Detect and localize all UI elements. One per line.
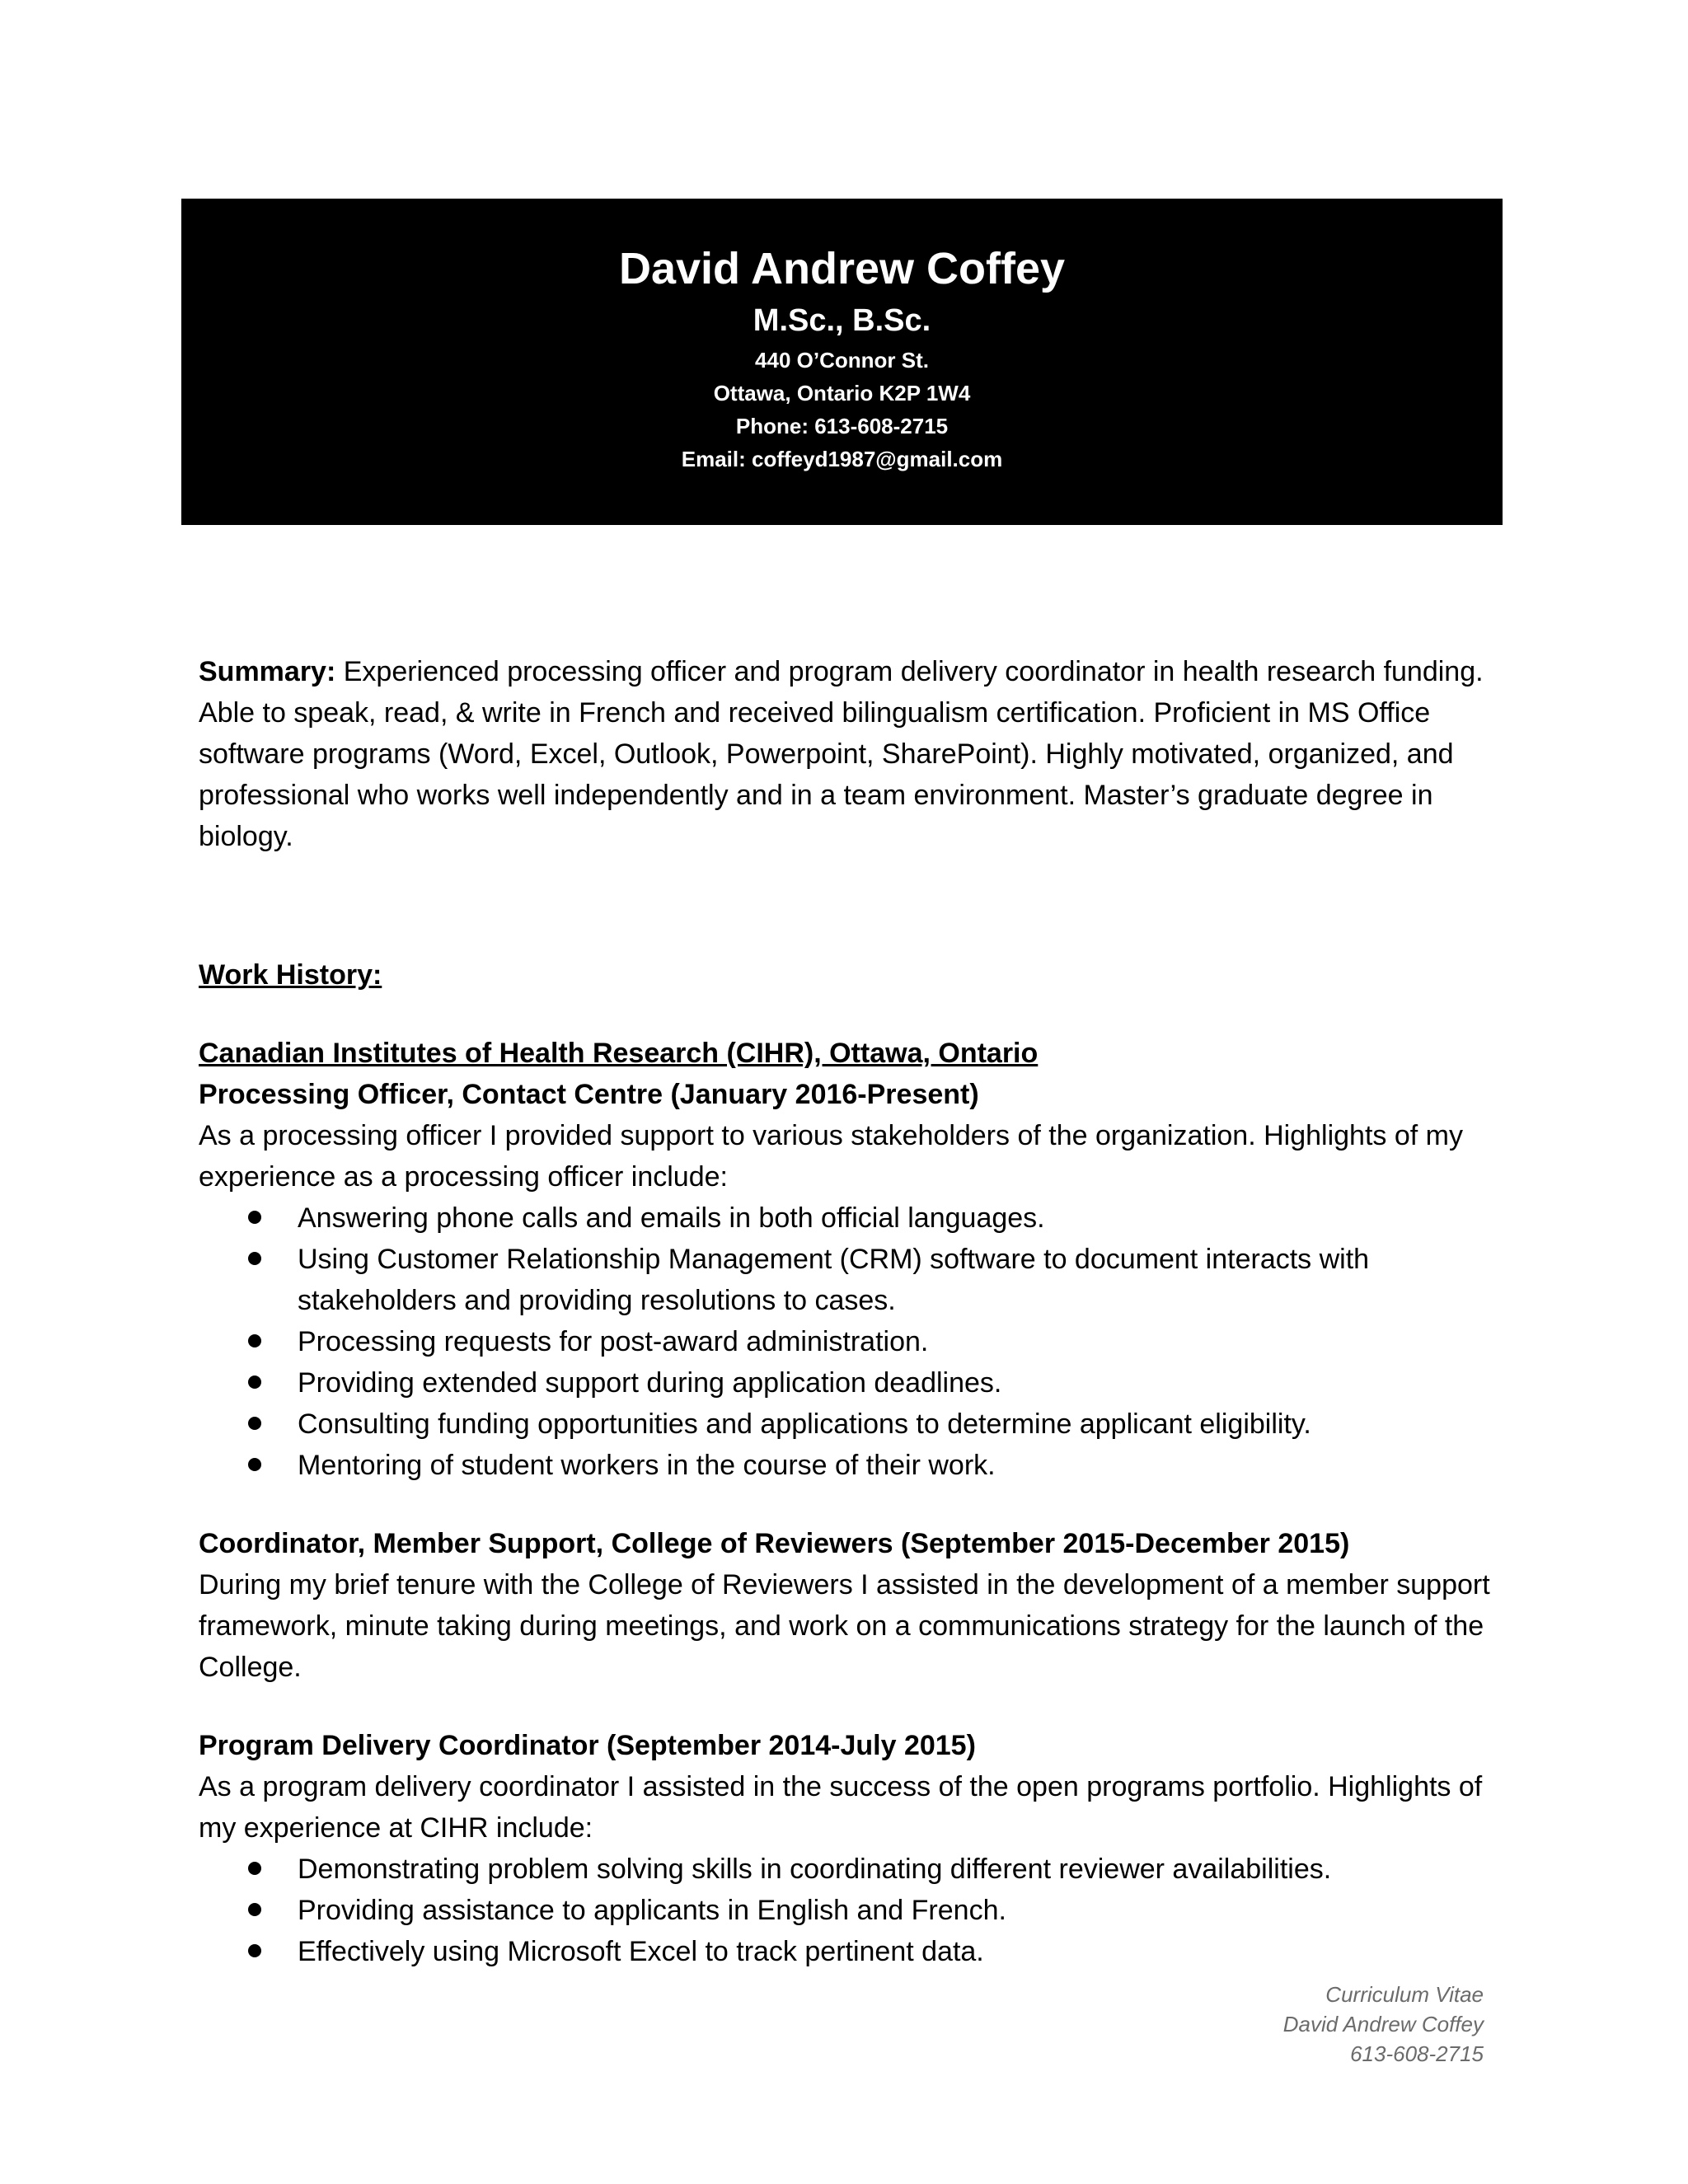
work-history-heading: Work History: [199, 959, 382, 991]
bullet-icon [248, 1862, 261, 1875]
job-description: During my brief tenure with the College of Reviewers I assisted in the development of a member support framework, minute taking during meetings, and work on a communications strategy for the launch of the College. [199, 1569, 1490, 1683]
list-item-text: Providing assistance to applicants in English and French. [298, 1895, 1006, 1926]
job-title: Processing Officer, Contact Centre (January 2016-Present) [199, 1079, 979, 1110]
resume-header [181, 199, 1503, 525]
bullet-icon [248, 1458, 261, 1471]
bullet-icon [248, 1903, 261, 1916]
employer-name: Canadian Institutes of Health Research (CIHR), Ottawa, Ontario [199, 1038, 1039, 1069]
list-item [199, 1197, 1517, 1239]
summary-paragraph [199, 651, 1517, 857]
job-entry [199, 1033, 1517, 1486]
summary-label: Summary: [199, 656, 336, 687]
job-entry [199, 1523, 1517, 1688]
bullet-icon [248, 1376, 261, 1389]
bullet-icon [248, 1944, 261, 1957]
footer-document-type: Curriculum Vitae [1325, 1982, 1484, 2007]
list-item [199, 1849, 1517, 1890]
bullet-icon [248, 1334, 261, 1347]
list-item-text: Mentoring of student workers in the course of their work. [298, 1450, 996, 1481]
list-item-text: Answering phone calls and emails in both official languages. [298, 1202, 1045, 1234]
list-item-text: Using Customer Relationship Management (CRM) software to document interacts with stakeholders and providing resolutions to cases. [298, 1244, 1370, 1316]
phone-line: Phone: 613-608-2715 [735, 414, 949, 438]
page-footer [1283, 1980, 1484, 2069]
address-line-2: Ottawa, Ontario K2P 1W4 [713, 381, 971, 405]
list-item-text: Effectively using Microsoft Excel to track pertinent data. [298, 1936, 984, 1967]
list-item [199, 1890, 1517, 1931]
summary-text: Experienced processing officer and program delivery coordinator in health research funding. Able to speak, read, & write in French and received bilingualism certification. Proficient in MS Office software programs (Word, Excel, Outlook, Powerpoint, SharePoint). Highly motivated, organized, and professional who works well independently and in a team environment. Master’s graduate degree in biology. [199, 656, 1484, 852]
bullet-icon [248, 1211, 261, 1224]
footer-name: David Andrew Coffey [1282, 2012, 1484, 2036]
resume-body [199, 651, 1517, 1972]
list-item-text: Providing extended support during application deadlines. [298, 1367, 1002, 1399]
list-item [199, 1239, 1517, 1321]
list-item [199, 1404, 1517, 1445]
footer-phone: 613-608-2715 [1350, 2041, 1484, 2066]
list-item-text: Demonstrating problem solving skills in coordinating different reviewer availabilities. [298, 1854, 1332, 1885]
list-item [199, 1931, 1517, 1972]
job-entry [199, 1725, 1517, 1972]
list-item [199, 1321, 1517, 1362]
job-highlights [199, 1197, 1517, 1486]
job-title: Coordinator, Member Support, College of Reviewers (September 2015-December 2015) [199, 1528, 1350, 1559]
candidate-degrees: M.Sc., B.Sc. [753, 303, 931, 338]
job-highlights [199, 1849, 1517, 1972]
email-line: Email: coffeyd1987@gmail.com [681, 447, 1003, 471]
job-title: Program Delivery Coordinator (September 2014-July 2015) [199, 1730, 976, 1761]
job-description: As a processing officer I provided support to various stakeholders of the organization. Highlights of my experience as a processing officer include: [199, 1120, 1463, 1193]
list-item [199, 1445, 1517, 1486]
list-item [199, 1362, 1517, 1404]
bullet-icon [248, 1417, 261, 1430]
list-item-text: Processing requests for post-award administration. [298, 1326, 929, 1357]
job-description: As a program delivery coordinator I assisted in the success of the open programs portfolio. Highlights of my experience at CIHR include: [199, 1771, 1483, 1844]
candidate-name: David Andrew Coffey [618, 244, 1066, 293]
bullet-icon [248, 1252, 261, 1265]
list-item-text: Consulting funding opportunities and applications to determine applicant eligibility. [298, 1408, 1311, 1440]
address-line-1: 440 O’Connor St. [755, 348, 929, 373]
